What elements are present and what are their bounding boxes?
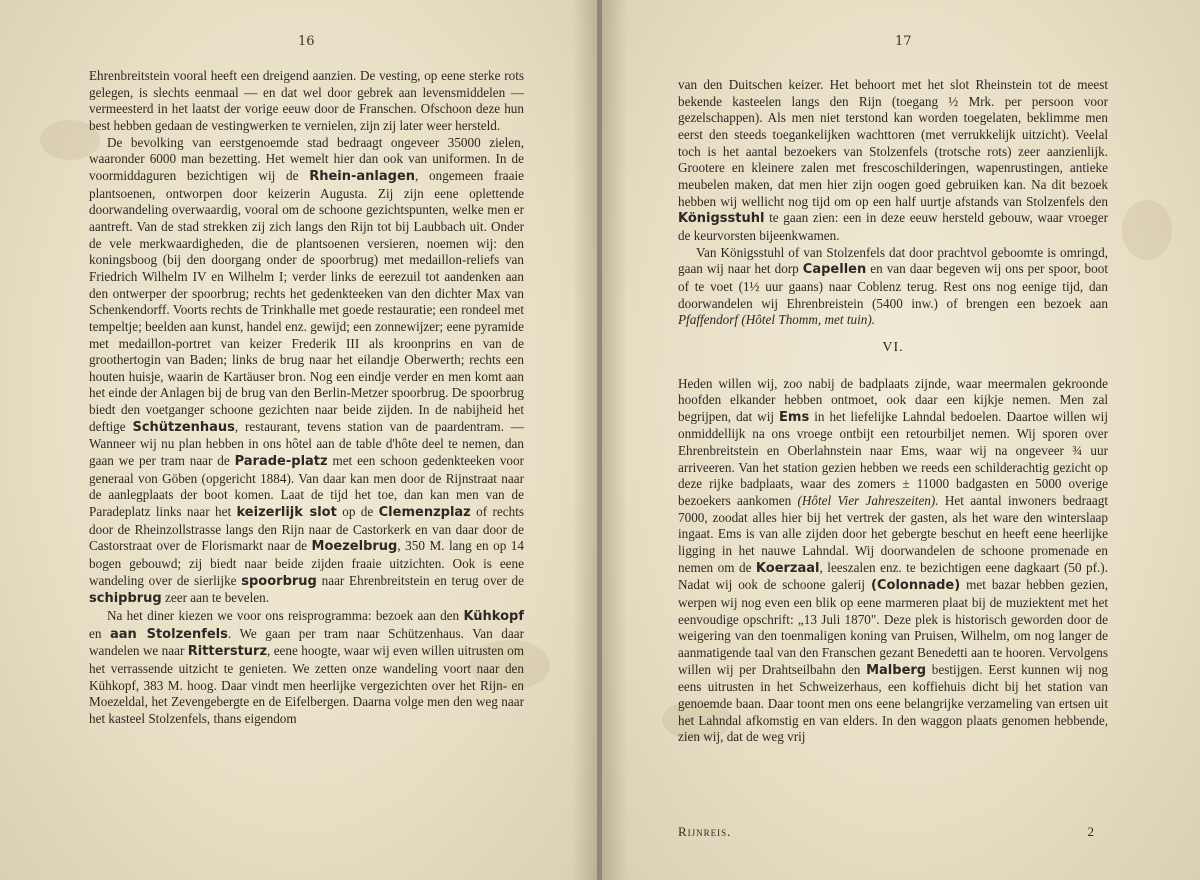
text-run: , 350 M. lang en op 14 bogen gebouwd; zij biedt naar beide zijden fraaie uitzichten. Ook is eene wandeling over de sierlijke — [89, 538, 524, 588]
italic-text: Pfaffendorf (Hôtel Thomm, met tuin). — [678, 312, 876, 328]
paragraph — [678, 77, 1108, 245]
text-run: te gaan zien: een in deze eeuw hersteld gebouw, waar vroeger de keurvorsten bijeenkwamen. — [678, 210, 1108, 243]
place-name: Clemenzplaz — [378, 505, 471, 521]
place-name: Malberg — [866, 662, 927, 678]
place-name: Königsstuhl — [678, 211, 765, 227]
text-run: , leeszalen enz. te bezichtigen eene dagkaart (50 pf.). Nadat wij ook de schoone galerij — [678, 559, 1108, 593]
text-run: Heden willen wij, zoo nabij de badplaats zijnde, waar meermalen gekroonde hoofden elkander hebben ontmoet, ook daar een kijkje nemen. Men zal begrijpen, dat wij — [678, 375, 1108, 424]
text-run: . We gaan per tram naar Schützenhaus. Van daar wandelen we naar — [89, 625, 524, 659]
page-number: 16 — [298, 34, 315, 49]
text-run: Na het diner kiezen we voor ons reisprogramma: bezoek aan den — [107, 608, 464, 623]
left-page — [0, 0, 598, 880]
place-name: schipbrug — [89, 591, 162, 607]
text-run: , ongemeen fraaie plantsoenen, ontworpen door keizerin Augusta. Zij zijn eene oplettende doorwandeling overwaardig, vooral om de schoone gezichtspunten, welke men er aantreft. Van de stad strekken zij zich langs den Rijn tot bij Laubbach uit. Onder de vele merkwaardigheden, die de plantsoenen versieren, noemen wij: den koningsboog (bij den doorgang onder de spoorbrug) met medaillon-reliefs van Friedrich Wilhelm IV en Wilhelm I; verder links de eerezuil tot aandenken aan den ontwerper der spoorbrug; rechts het gedenkteeken van den dichter Max van Schenkendorff. Voorts rechts de Trinkhalle met goede restauratie; een rondeel met tempeltje; beelden aan kunst, handel enz. gewijd; een zonnewijzer; eene pyramide met medaillon-portret van keizer Frederik III als kroonprins en van de groothertogin van Baden; links de brug naar het eilandje Oberwerth; rechts een houten huisje, waarin de Kartäuser bron. Nog een eindje verder en men komt aan het einde der Anlagen bij de brug van den Berlin-Metzer spoorbrug. De spoorbrug biedt den voetganger schoone gezichten naar beide zijden. In de nabijheid het deftige — [89, 167, 524, 434]
section-heading: VI. — [882, 339, 904, 355]
place-name: Ems — [779, 409, 810, 425]
text-run: , eene hoogte, waar wij even willen uitrusten om het verrassende uitzicht te genieten. We zetten onze wandeling voort naar den Kühkopf, 383 M. hoog. Daar vindt men heerlijke vergezichten over het Rijn- en Moezeldal, het Zevengebergte en de Eifelbergen. Daarna volge men den weg naar het kasteel Stolzenfels, thans eigendom — [89, 643, 524, 726]
text-run: Ehrenbreitstein vooral heeft een dreigend aanzien. De vesting, op eene sterke rots gelegen, is slechts eenmaal — en dat wel door gebrek aan levensmiddelen — vermeesterd in het laatst der vorige eeuw door de Franschen. Ofschoon deze hun best hebben gedaan de vestingwerken te vernielen, zijn zij later weer hersteld. — [89, 68, 524, 133]
page-number: 17 — [895, 34, 912, 49]
page-text — [89, 68, 524, 728]
text-run: van den Duitschen keizer. Het behoort met het slot Rheinstein tot de meest bekende kasteelen langs den Rijn (toegang ½ Mrk. per persoon voor gezelschappen). Als men niet terstond kan worden toegelaten, beklimme men eerst den steeds toegankelijken wachttoren (met verrukkelijk uitzicht). Veelal toch is het aantal bezoekers van Stolzenfels (trotsche rots) zeer aanzienlijk. Grootere en kleinere zalen met frescoschilderingen, wapenrustingen, antieke meubelen maken, dat men hier zijn oogen goed gebruiken kan. Na dit bezoek hebben wij wellicht nog tijd om op een half uurtje afstands van Stolzenfels den — [678, 77, 1108, 209]
paragraph — [89, 135, 524, 608]
paragraph — [678, 245, 1108, 329]
place-name: Rhein-anlagen — [309, 168, 416, 184]
text-run: Het aantal inwoners bedraagt 7000, zoodat alles hier bij het vertrek der gasten, als het ware den winterslaap ingaat. Ems is van alle zijden door het gebergte beschut en heeft eene heerlijke ligging in het nauwe Lahndal. Wij doorwandelen de schoone promenade en nemen om de — [678, 493, 1108, 575]
paragraph — [89, 68, 524, 135]
text-run: in het liefelijke Lahndal bedoelen. Daartoe willen wij onmiddellijk na ons vroege ontbijt een retourbiljet nemen. Wij sporen over Ehrenbreitstein en Oberlahnstein naar Ems, waar wij na ongeveer ¾ uur arriveeren. Van het station gezien hebben we reeds een schilderachtig gezicht op deze rijke badplaats, waar des zomers ± 11000 badgasten en 5000 overige bezoekers aankomen — [678, 408, 1108, 509]
place-name: spoorbrug — [241, 573, 317, 589]
text-run: met bazar hebben gezien, werpen wij nog even een blik op eene marmeren plaat bij de muziektent met het eenvoudige opschrift: „13 Juli 1870". Deze plek is historisch geworden door de weigering van den toenmaligen koning van Pruisen, Wilhelm, om nog langer de aanmatigende taal van den Franschen gezant Benedetti aan te hooren. Vervolgens willen wij per Drahtseilbahn den — [678, 577, 1109, 677]
italic-text: (Hôtel Vier Jahreszeiten). — [797, 493, 939, 509]
text-run: , restaurant, tevens station van de paardentram. — Wanneer wij nu plan hebben in ons hôtel aan de table d'hôte deel te nemen, dan gaan we per tram naar de — [89, 418, 524, 469]
text-run: zeer aan te bevelen. — [161, 590, 270, 606]
place-name: Capellen — [802, 262, 867, 278]
place-name: Moezelbrug — [311, 539, 398, 555]
text-run: naar Ehrenbreitstein en terug over de — [316, 572, 524, 588]
place-name: Kühkopf — [463, 609, 524, 624]
paragraph — [678, 376, 1108, 746]
text-run: met een schoon gedenkteeken voor generaal von Göben (opgericht 1884). Van daar kan men door de Rijnstraat naar de aanlegplaats der boot komen. Laat de tijd het toe, dan kan men van de Paradeplatz links naar het — [89, 453, 524, 520]
place-name: aan Stolzenfels — [110, 626, 228, 642]
footer-sheet-number: 2 — [1087, 824, 1094, 839]
text-run: en van daar begeven wij ons per spoor, boot of te voet (1½ uur gaans) naar Coblenz terug. Rest ons nog eenige tijd, dan doorwandelen wij Ehrenbreistein (5400 inw.) of brengen een bezoek aan — [678, 261, 1108, 311]
place-name: Rittersturz — [187, 644, 268, 660]
text-run: Van Königsstuhl of van Stolzenfels dat door prachtvol geboomte is omringd, gaan wij naar het dorp — [678, 244, 1108, 277]
place-name: (Colonnade) — [871, 578, 961, 594]
paragraph — [89, 608, 524, 728]
page-text — [678, 77, 1108, 746]
place-name: keizerlijk slot — [236, 505, 337, 521]
page-footer — [678, 824, 1108, 842]
text-run: De bevolking van eerstgenoemde stad bedraagt ongeveer 35000 zielen, waaronder 6000 man bezetting. Het wemelt hier dan ook van uniformen. In de voormiddaguren bezichtigen wij de — [89, 134, 524, 183]
right-page — [602, 0, 1200, 880]
text-run: of rechts door de Rheinzollstrasse langs den Rijn naar de Castorkerk en van daar door de Castorstraat over de Florismarkt naar de — [89, 504, 524, 554]
text-run: op de — [336, 504, 379, 520]
text-run: bestijgen. Eerst kunnen wij nog eens uitrusten in het Schweizerhaus, een koffiehuis dicht bij het station van genoemde baan. Daar toont men ons eene belangrijke verzameling van ertsen uit het Lahndal afkomstig en van elders. In den waggon plaats genomen hebbende, zien wij, dat de weg vrij — [678, 661, 1108, 745]
place-name: Parade-platz — [234, 454, 328, 470]
place-name: Schützenhaus — [132, 419, 235, 435]
text-run: en — [89, 625, 111, 641]
footer-signature: Rijnreis. — [678, 824, 732, 839]
place-name: Koerzaal — [755, 560, 820, 576]
